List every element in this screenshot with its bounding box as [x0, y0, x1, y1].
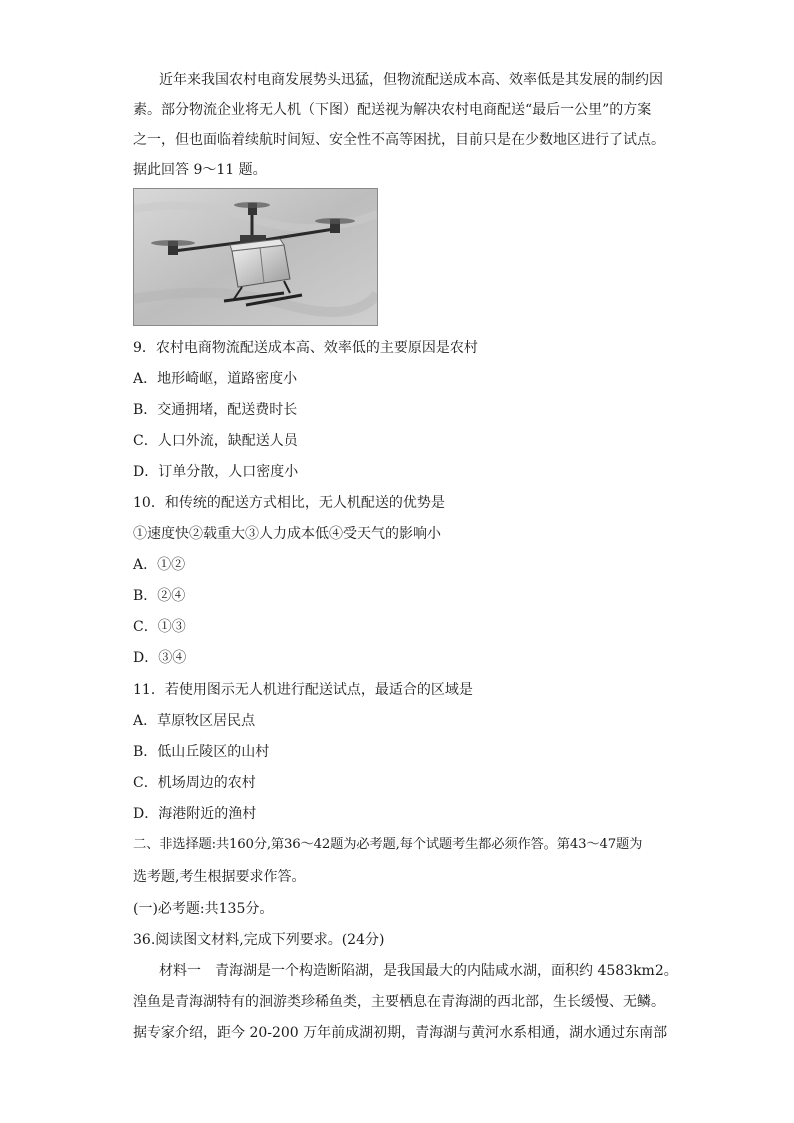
question-9-option-b: B．交通拥堵，配送费时长	[133, 402, 298, 418]
question-10-option-b: B．②④	[133, 588, 186, 604]
question-10-option-c: C．①③	[133, 619, 186, 635]
material-1-line-2: 湟鱼是青海湖特有的洄游类珍稀鱼类，主要栖息在青海湖的西北部，生长缓慢、无鳞。	[133, 994, 665, 1010]
intro-line-3: 之一，但也面临着续航时间短、安全性不高等困扰，目前只是在少数地区进行了试点。	[133, 132, 665, 148]
section-2-heading: 二、非选择题:共160分,第36～42题为必考题,每个试题考生都必须作答。第43～47题为	[133, 837, 643, 852]
question-11-option-d: D．海港附近的渔村	[133, 806, 257, 822]
question-10-stem: 10．和传统的配送方式相比，无人机配送的优势是	[133, 495, 445, 511]
question-10-option-d: D．③④	[133, 650, 187, 666]
question-11-option-c: C．机场周边的农村	[133, 775, 256, 791]
question-9-stem: 9．农村电商物流配送成本高、效率低的主要原因是农村	[133, 340, 478, 356]
question-9-option-a: A．地形崎岖，道路密度小	[133, 371, 298, 387]
question-11-stem: 11．若使用图示无人机进行配送试点，最适合的区域是	[133, 682, 473, 698]
intro-line-2: 素。部分物流企业将无人机（下图）配送视为解决农村电商配送“最后一公里”的方案	[133, 102, 652, 118]
question-36-stem: 36.阅读图文材料,完成下列要求。(24分)	[133, 932, 385, 948]
material-1-line-1: 材料一 青海湖是一个构造断陷湖，是我国最大的内陆咸水湖，面积约 4583km2。	[159, 963, 678, 979]
material-1-line-3: 据专家介绍，距今 20-200 万年前成湖初期，青海湖与黄河水系相通，湖水通过东南部	[133, 1025, 668, 1041]
question-11-option-a: A．草原牧区居民点	[133, 713, 256, 729]
question-9-option-c: C．人口外流，缺配送人员	[133, 433, 298, 449]
section-2-heading-cont: 选考题,考生根据要求作答。	[133, 869, 306, 885]
question-9-option-d: D．订单分散，人口密度小	[133, 464, 299, 480]
intro-line-1: 近年来我国农村电商发展势头迅猛，但物流配送成本高、效率低是其发展的制约因	[159, 72, 663, 88]
question-11-option-b: B．低山丘陵区的山村	[133, 744, 270, 760]
question-10-note: ①速度快②载重大③人力成本低④受天气的影响小	[133, 526, 441, 542]
required-heading: (一)必考题:共135分。	[133, 901, 274, 917]
intro-line-4: 据此回答 9～11 题。	[133, 162, 267, 178]
drone-figure	[133, 188, 378, 326]
question-10-option-a: A．①②	[133, 557, 186, 573]
drone-photo-icon	[134, 189, 377, 325]
